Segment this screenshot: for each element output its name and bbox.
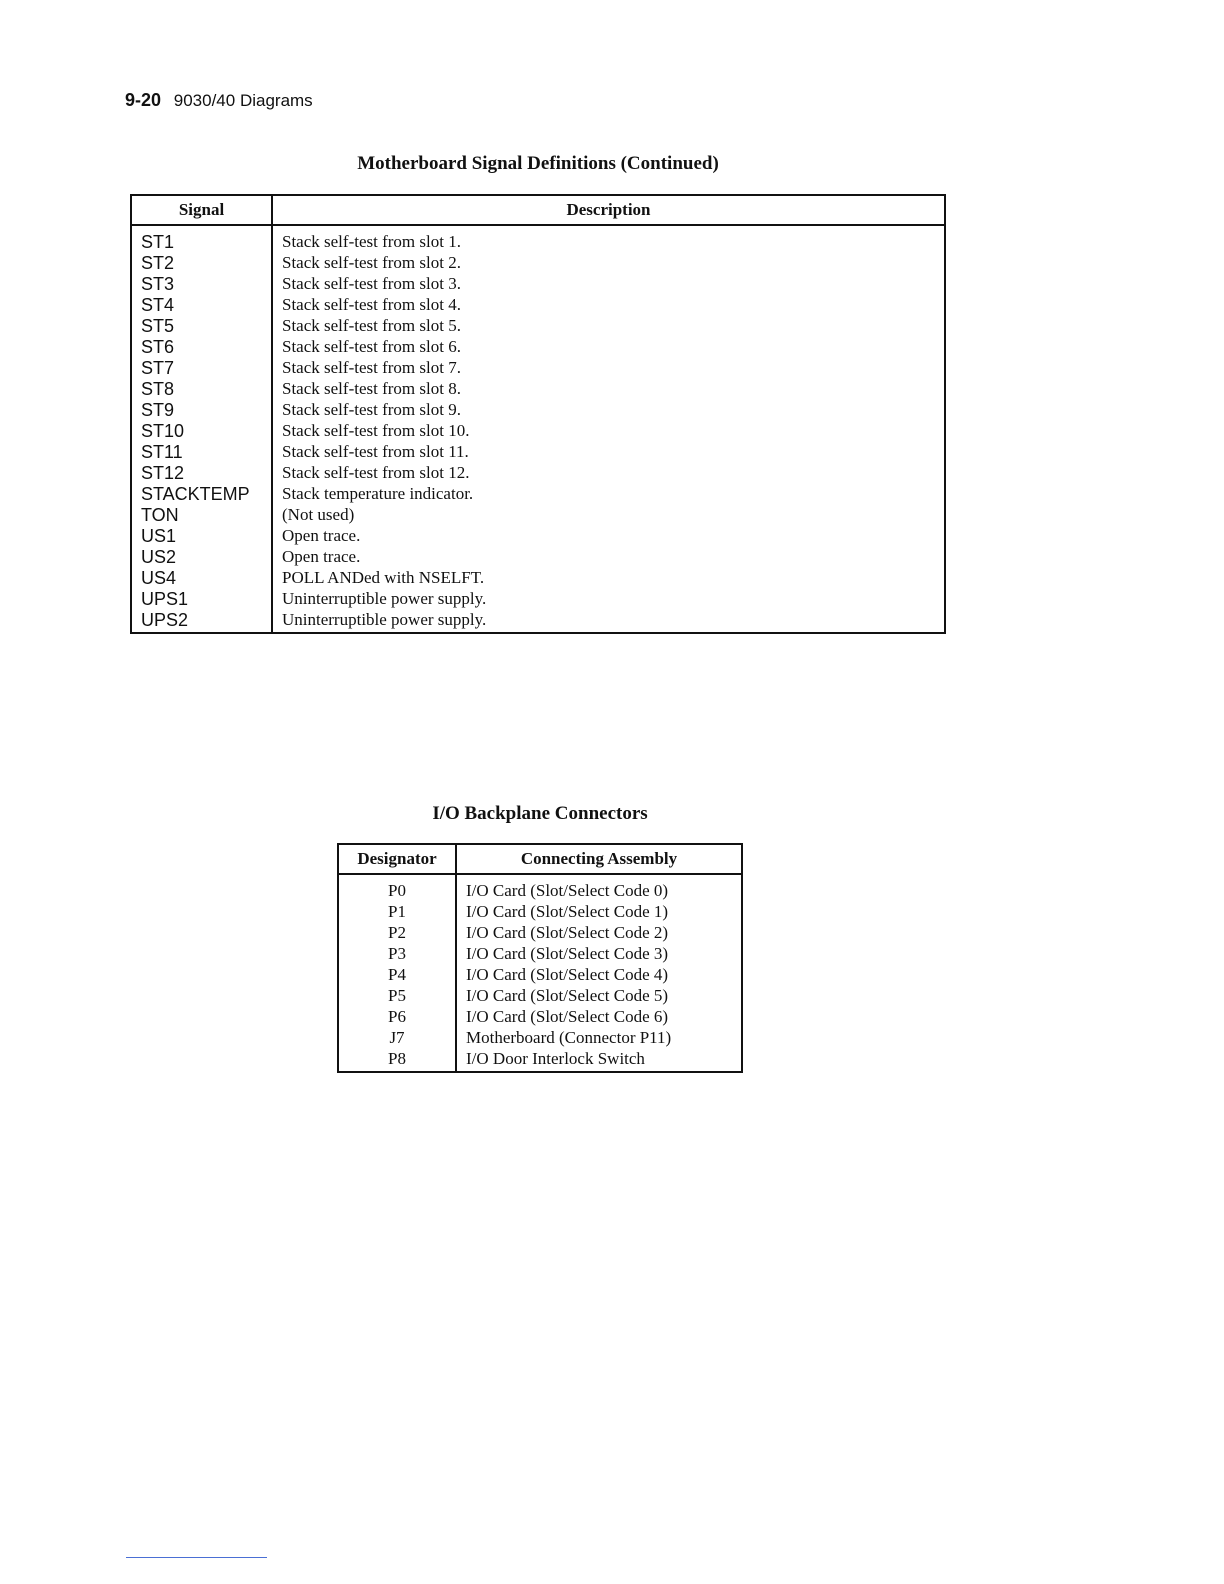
- footer-rule: [126, 1557, 267, 1558]
- description-cell: (Not used): [282, 504, 355, 524]
- signal-cell: UPS1: [131, 588, 272, 609]
- description-cell: Stack self-test from slot 12.: [282, 462, 470, 482]
- signal-cell: ST10: [131, 420, 272, 441]
- page-header: [125, 90, 313, 111]
- description-cell: Stack self-test from slot 6.: [282, 336, 461, 356]
- designator-cell: P2: [338, 922, 456, 943]
- description-cell: Stack temperature indicator.: [282, 483, 474, 503]
- table-row: [338, 874, 742, 901]
- connecting-assembly-cell: I/O Card (Slot/Select Code 5): [466, 985, 669, 1005]
- signal-cell: ST4: [131, 294, 272, 315]
- signal-cell: ST11: [131, 441, 272, 462]
- table-row: [131, 546, 945, 567]
- description-cell: Stack self-test from slot 2.: [282, 252, 461, 272]
- connecting-assembly-cell: I/O Card (Slot/Select Code 4): [466, 964, 669, 984]
- description-cell: Open trace.: [282, 525, 361, 545]
- designator-cell: P4: [338, 964, 456, 985]
- table-row: [131, 315, 945, 336]
- column-header-designator: Designator: [338, 844, 456, 874]
- io-table-body: [338, 874, 742, 1072]
- table-row: [131, 609, 945, 633]
- table-row: [338, 922, 742, 943]
- table-row: [131, 588, 945, 609]
- signal-cell: US1: [131, 525, 272, 546]
- column-header-description: Description: [272, 195, 945, 225]
- description-cell: Stack self-test from slot 11.: [282, 441, 469, 461]
- signal-cell: ST8: [131, 378, 272, 399]
- signal-cell: US2: [131, 546, 272, 567]
- description-cell: Uninterruptible power supply.: [282, 588, 487, 608]
- signal-cell: US4: [131, 567, 272, 588]
- signal-cell: ST1: [131, 225, 272, 252]
- connecting-assembly-cell: I/O Card (Slot/Select Code 1): [466, 901, 669, 921]
- description-cell: POLL ANDed with NSELFT.: [282, 567, 485, 587]
- table-row: [338, 901, 742, 922]
- signal-cell: ST6: [131, 336, 272, 357]
- table-row: [131, 504, 945, 525]
- table-row: [338, 1048, 742, 1072]
- table-row: [131, 357, 945, 378]
- signal-cell: UPS2: [131, 609, 272, 633]
- table-header-row: [131, 195, 945, 225]
- designator-cell: P1: [338, 901, 456, 922]
- table-row: [131, 378, 945, 399]
- connecting-assembly-cell: I/O Door Interlock Switch: [466, 1048, 645, 1068]
- table-row: [131, 399, 945, 420]
- io-table-title: I/O Backplane Connectors: [432, 803, 648, 824]
- connecting-assembly-cell: I/O Card (Slot/Select Code 6): [466, 1006, 669, 1026]
- connecting-assembly-cell: I/O Card (Slot/Select Code 2): [466, 922, 669, 942]
- description-cell: Stack self-test from slot 10.: [282, 420, 470, 440]
- table-row: [131, 567, 945, 588]
- table-row: [338, 985, 742, 1006]
- designator-cell: P6: [338, 1006, 456, 1027]
- table-row: [131, 225, 945, 252]
- connecting-assembly-cell: I/O Card (Slot/Select Code 0): [466, 880, 669, 900]
- signal-table-title: Motherboard Signal Definitions (Continued): [357, 153, 719, 174]
- signal-definitions-table: [130, 194, 946, 634]
- designator-cell: P5: [338, 985, 456, 1006]
- signal-cell: ST7: [131, 357, 272, 378]
- connecting-assembly-cell: I/O Card (Slot/Select Code 3): [466, 943, 669, 963]
- table-row: [131, 462, 945, 483]
- table-row: [131, 294, 945, 315]
- description-cell: Stack self-test from slot 3.: [282, 273, 461, 293]
- signal-cell: ST5: [131, 315, 272, 336]
- designator-cell: P3: [338, 943, 456, 964]
- description-cell: Stack self-test from slot 9.: [282, 399, 461, 419]
- table-row: [338, 943, 742, 964]
- table-row: [338, 1027, 742, 1048]
- column-header-signal: Signal: [131, 195, 272, 225]
- table-row: [131, 273, 945, 294]
- description-cell: Stack self-test from slot 8.: [282, 378, 461, 398]
- table-row: [338, 1006, 742, 1027]
- designator-cell: P8: [338, 1048, 456, 1072]
- designator-cell: P0: [338, 874, 456, 901]
- table-row: [131, 525, 945, 546]
- page-number: 9-20: [125, 90, 162, 110]
- table-row: [131, 336, 945, 357]
- signal-cell: ST3: [131, 273, 272, 294]
- table-row: [338, 964, 742, 985]
- table-row: [131, 252, 945, 273]
- description-cell: Uninterruptible power supply.: [282, 609, 487, 629]
- signal-cell: STACKTEMP: [131, 483, 272, 504]
- table-header-row: [338, 844, 742, 874]
- section-name: 9030/40 Diagrams: [173, 91, 313, 110]
- table-row: [131, 483, 945, 504]
- signal-cell: ST12: [131, 462, 272, 483]
- description-cell: Stack self-test from slot 4.: [282, 294, 461, 314]
- designator-cell: J7: [338, 1027, 456, 1048]
- table-row: [131, 441, 945, 462]
- signal-cell: ST9: [131, 399, 272, 420]
- description-cell: Stack self-test from slot 1.: [282, 231, 461, 251]
- description-cell: Stack self-test from slot 5.: [282, 315, 461, 335]
- description-cell: Stack self-test from slot 7.: [282, 357, 461, 377]
- table-row: [131, 420, 945, 441]
- signal-table-body: [131, 225, 945, 633]
- io-backplane-connectors-table: [337, 843, 743, 1073]
- connecting-assembly-cell: Motherboard (Connector P11): [466, 1027, 672, 1047]
- signal-cell: ST2: [131, 252, 272, 273]
- column-header-connecting-assembly: Connecting Assembly: [456, 844, 742, 874]
- signal-cell: TON: [131, 504, 272, 525]
- description-cell: Open trace.: [282, 546, 361, 566]
